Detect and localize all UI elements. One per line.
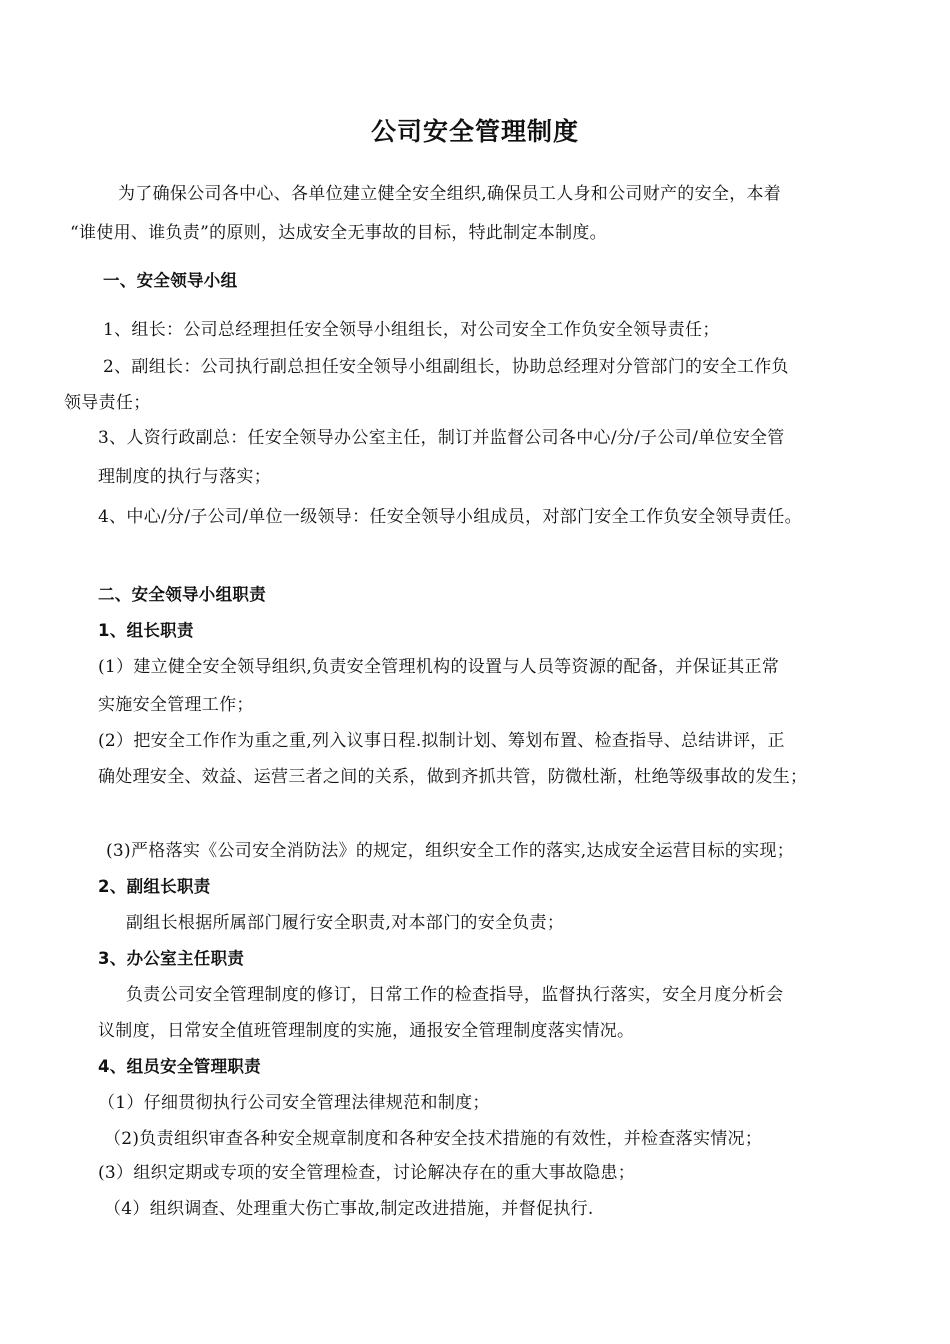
sub4-heading: 4、组员安全管理职责 (98, 1057, 261, 1076)
sub4-line-2: （2)负责组织审查各种安全规章制度和各种安全技术措施的有效性，并检查落实情况； (104, 1129, 763, 1149)
section1-item-2-cont: 领导责任； (64, 393, 151, 413)
sub4-line-3: (3）组织定期或专项的安全管理检查，讨论解决存在的重大事故隐患； (98, 1163, 636, 1183)
sub3-line-1: 负责公司安全管理制度的修订，日常工作的检查指导，监督执行落实，安全月度分析会 (126, 985, 784, 1005)
sub2-line-1: 副组长根据所属部门履行安全职责,对本部门的安全负责； (126, 913, 565, 933)
sub1-line-1: (1）建立健全安全领导组织,负责安全管理机构的设置与人员等资源的配备，并保证其正常 (98, 657, 780, 677)
sub2-heading: 2、副组长职责 (98, 877, 211, 896)
sub4-line-1: （1）仔细贯彻执行公司安全管理法律规范和制度； (98, 1093, 490, 1113)
section2-heading: 二、安全领导小组职责 (98, 585, 266, 604)
intro-line-2: “谁使用、谁负责”的原则，达成安全无事故的目标，特此制定本制度。 (70, 223, 607, 243)
section1-item-3: 3、人资行政副总：任安全领导办公室主任，制订并监督公司各中心/分/子公司/单位安全管 (98, 428, 785, 448)
sub3-heading: 3、办公室主任职责 (98, 949, 245, 968)
sub1-heading: 1、组长职责 (98, 621, 194, 640)
sub1-line-3: (2）把安全工作作为重之重,列入议事日程.拟制计划、筹划布置、检查指导、总结讲评，正 (98, 731, 785, 751)
sub4-line-4: （4）组织调查、处理重大伤亡事故,制定改进措施，并督促执行. (104, 1199, 594, 1219)
sub3-line-2: 议制度，日常安全值班管理制度的实施，通报安全管理制度落实情况。 (98, 1021, 635, 1041)
sub1-line-2: 实施安全管理工作； (98, 695, 254, 715)
section1-item-4: 4、中心/分/子公司/单位一级领导：任安全领导小组成员，对部门安全工作负安全领导责任。 (98, 507, 802, 527)
section1-item-3-cont: 理制度的执行与落实； (98, 467, 271, 487)
section1-item-1: 1、组长：公司总经理担任安全领导小组组长，对公司安全工作负安全领导责任； (103, 320, 720, 340)
section1-heading: 一、安全领导小组 (103, 271, 238, 290)
section1-item-2: 2、副组长：公司执行副总担任安全领导小组副组长，协助总经理对分管部门的安全工作负 (103, 357, 789, 377)
sub1-line-4: 确处理安全、效益、运营三者之间的关系，做到齐抓共管，防微杜渐，杜绝等级事故的发生； (98, 767, 808, 787)
document-title: 公司安全管理制度 (370, 117, 579, 146)
intro-line-1: 为了确保公司各中心、各单位建立健全安全组织,确保员工人身和公司财产的安全，本着 (118, 184, 782, 204)
sub1-line-5: (3)严格落实《公司安全消防法》的规定，组织安全工作的落实,达成安全运营目标的实现； (106, 841, 795, 861)
